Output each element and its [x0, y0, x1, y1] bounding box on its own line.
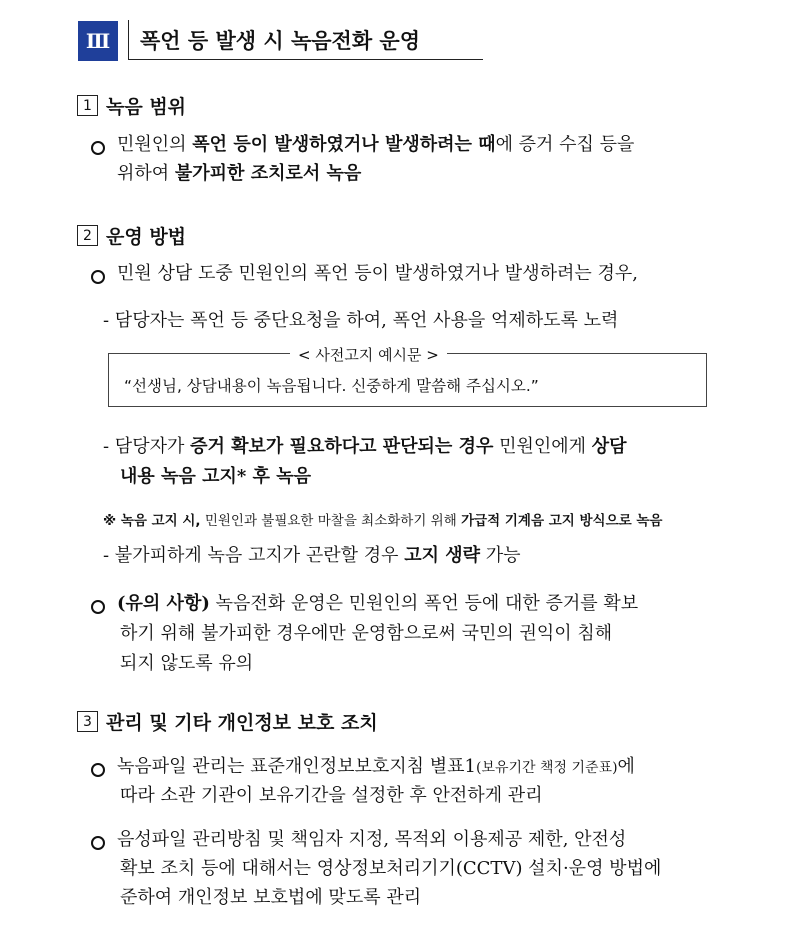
section-2-bullet-2-line-1: (유의 사항) 녹음전화 운영은 민원인의 폭언 등에 대한 증거를 확보 [117, 593, 639, 614]
bullet-circle-icon [91, 836, 105, 850]
section-3-number: 3 [77, 711, 98, 732]
bullet-circle-icon [91, 763, 105, 777]
section-3-bullet-2-line-1: 음성파일 관리방침 및 책임자 지정, 목적외 이용제공 제한, 안전성 [117, 829, 627, 850]
chapter-divider-underline [128, 59, 483, 60]
section-3-bullet-1-line-1: 녹음파일 관리는 표준개인정보보호지침 별표1(보유기간 책정 기준표)에 [117, 756, 635, 777]
section-2-dash-2-line-1: - 담당자가 증거 확보가 필요하다고 판단되는 경우 민원인에게 상담 [103, 436, 627, 457]
chapter-number-badge: Ⅲ [78, 21, 118, 61]
section-2-bullet-2-line-3: 되지 않도록 유의 [120, 653, 254, 674]
section-2-note: ※ 녹음 고지 시, 민원인과 불필요한 마찰을 최소화하기 위해 가급적 기계음 고지 방식으로 녹음 [103, 513, 663, 529]
bullet-circle-icon [91, 270, 105, 284]
section-2-dash-1: - 담당자는 폭언 등 중단요청을 하여, 폭언 사용을 억제하도록 노력 [103, 310, 619, 331]
section-3-bullet-2-line-3: 준하여 개인정보 보호법에 맞도록 관리 [120, 887, 422, 908]
section-1-title: 녹음 범위 [106, 96, 187, 118]
notice-example-label: < 사전고지 예시문 > [290, 344, 447, 365]
section-1-bullet-1-line-2: 위하여 불가피한 조치로서 녹음 [117, 163, 362, 184]
section-2-number: 2 [77, 225, 98, 246]
section-2-dash-3: - 불가피하게 녹음 고지가 곤란할 경우 고지 생략 가능 [103, 545, 521, 566]
section-1-bullet-1-line-1: 민원인의 폭언 등이 발생하였거나 발생하려는 때에 증거 수집 등을 [117, 134, 635, 155]
section-3-title: 관리 및 기타 개인정보 보호 조치 [106, 712, 378, 734]
section-2-title: 운영 방법 [106, 226, 187, 248]
section-3-bullet-1-line-2: 따라 소관 기관이 보유기간을 설정한 후 안전하게 관리 [120, 785, 543, 806]
section-2-bullet-1: 민원 상담 도중 민원인의 폭언 등이 발생하였거나 발생하려는 경우, [117, 263, 638, 284]
section-2-bullet-2-line-2: 하기 위해 불가피한 경우에만 운영함으로써 국민의 권익이 침해 [120, 623, 613, 644]
section-3-bullet-2-line-2: 확보 조치 등에 대해서는 영상정보처리기기(CCTV) 설치·운영 방법에 [120, 858, 662, 879]
chapter-divider-vertical [128, 20, 129, 60]
chapter-title: 폭언 등 발생 시 녹음전화 운영 [140, 29, 420, 53]
bullet-circle-icon [91, 600, 105, 614]
section-1-number: 1 [77, 95, 98, 116]
section-2-dash-2-line-2: 내용 녹음 고지* 후 녹음 [120, 466, 311, 487]
bullet-circle-icon [91, 141, 105, 155]
notice-example-text: “선생님, 상담내용이 녹음됩니다. 신중하게 말씀해 주십시오.” [124, 377, 539, 395]
